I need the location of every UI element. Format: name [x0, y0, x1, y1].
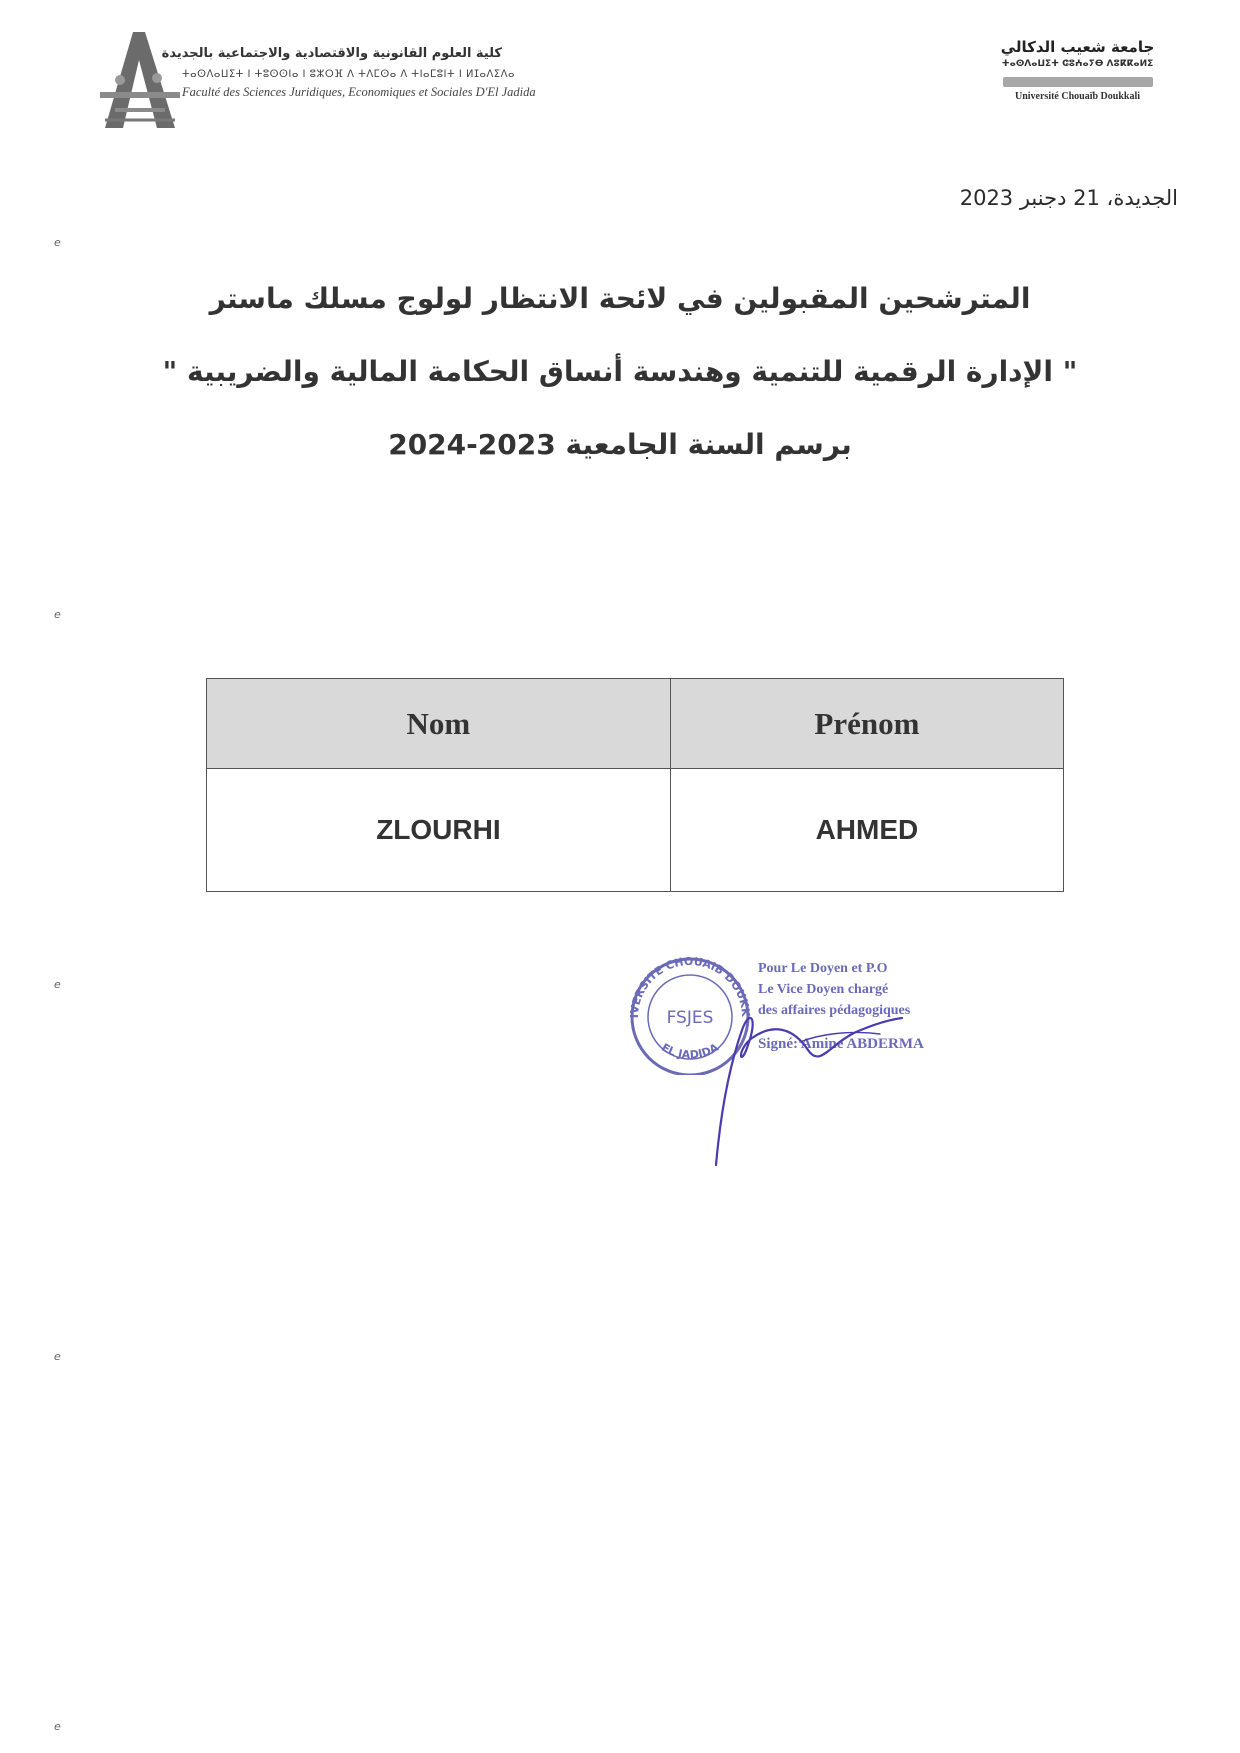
- title-line-2: " الإدارة الرقمية للتنمية وهندسة أنساق الحكامة المالية والضريبية ": [162, 355, 1078, 388]
- university-logo: [990, 38, 1165, 102]
- faculty-name-ar: كلية العلوم القانونية والاقتصادية والاجتماعية بالجديدة: [161, 46, 502, 61]
- table-row: [207, 769, 1064, 892]
- signature-line-3: des affaires pédagogiques: [758, 1003, 911, 1018]
- university-bar: [1003, 77, 1153, 87]
- candidates-table: [206, 678, 1064, 892]
- margin-mark: e: [54, 978, 61, 991]
- faculty-logo: [95, 30, 185, 130]
- document-date: الجديدة، 21 دجنبر 2023: [959, 186, 1178, 210]
- signature-line-4: Signé: Amine ABDERMA: [758, 1036, 924, 1052]
- table-header-row: [207, 679, 1064, 769]
- title-line-3: برسم السنة الجامعية 2023-2024: [388, 428, 852, 461]
- margin-mark: e: [54, 236, 61, 249]
- handwritten-signature: [680, 990, 940, 1174]
- stamp-center-text: FSJES: [666, 1008, 714, 1028]
- column-header-nom: Nom: [207, 679, 671, 769]
- faculty-name-fr: Faculté des Sciences Juridiques, Economiques et Sociales D'El Jadida: [182, 85, 536, 99]
- cell-nom: ZLOURHI: [207, 769, 671, 892]
- cell-prenom: AHMED: [670, 769, 1063, 892]
- margin-mark: e: [54, 1350, 61, 1363]
- column-header-prenom: Prénom: [670, 679, 1063, 769]
- signature-line-1: Pour Le Doyen et P.O: [758, 961, 888, 976]
- university-name-tifinagh: ⵜⴰⵙⴷⴰⵡⵉⵜ ⵛⵓⵄⴰⵢⴱ ⴷⵓⴽⴽⴰⵍⵉ: [1001, 59, 1154, 69]
- signature-line-2: Le Vice Doyen chargé: [758, 982, 889, 997]
- university-name-fr: Université Chouaïb Doukkali: [1014, 91, 1141, 102]
- faculty-name: [161, 46, 536, 100]
- stamp-arc-text: IVERSITE CHOUAIB DOUKK: [627, 955, 753, 1019]
- faculty-name-tifinagh: ⵜⴰⵙⴷⴰⵡⵉⵜ ⵏ ⵜⵓⵙⵙⵏⴰ ⵏ ⵓⵣⵔⴼ ⴷ ⵜⴷⵎⵙⴰ ⴷ ⵜⵏⴰⵎⵓⵏⵜ ⵏ ⵍⵊⴰⴷⵉⴷⴰ: [182, 69, 515, 80]
- stamp-bottom-text: EL JADIDA: [659, 1040, 721, 1062]
- title-line-1: المترشحين المقبولين في لائحة الانتظار لولوج مسلك ماستر: [209, 282, 1031, 315]
- margin-mark: e: [54, 1720, 61, 1733]
- university-name-ar: جامعة شعيب الدكالي: [1000, 38, 1155, 56]
- margin-mark: e: [54, 608, 61, 621]
